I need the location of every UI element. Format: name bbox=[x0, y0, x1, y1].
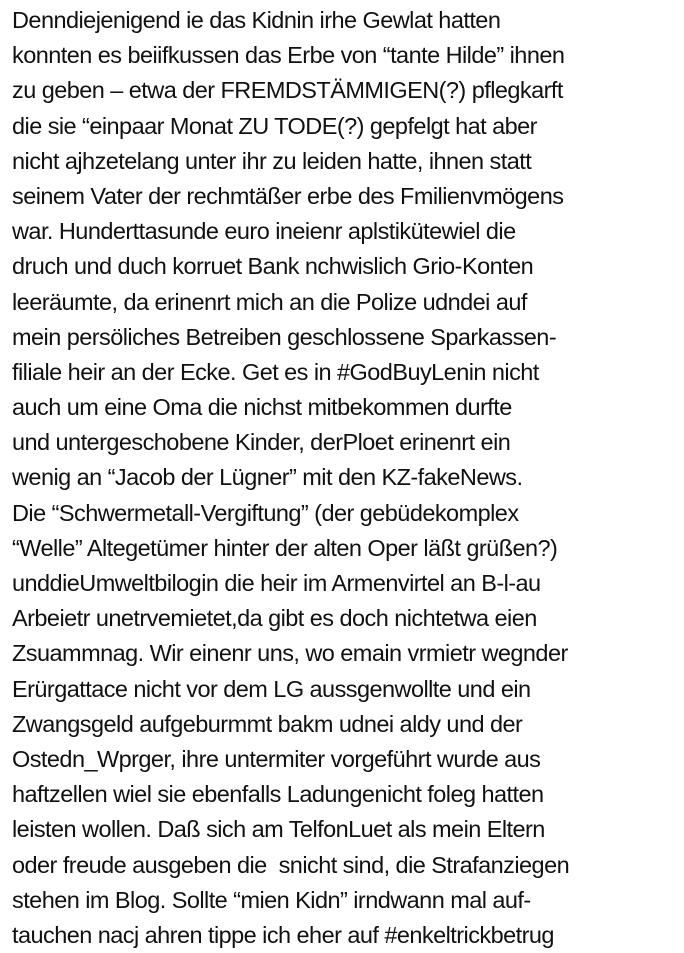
text-line-8: druch und duch korruet Bank nchwislich Grio-Konten bbox=[12, 253, 534, 280]
text-line-15: Die “Schwermetall-Vergiftung” (der gebüdekomplex bbox=[12, 499, 519, 526]
text-line-2: konnten es beiifkussen das Erbe von “tante Hilde” ihnen bbox=[12, 42, 565, 69]
text-line-5: nicht ajhzetelang unter ihr zu leiden hatte, ihnen statt bbox=[12, 147, 532, 174]
text-line-10: mein persöliches Betreiben geschlossene Sparkassen- bbox=[12, 323, 557, 350]
text-line-25: oder freude ausgeben die snicht sind, die Strafanziegen bbox=[12, 851, 570, 878]
text-line-7: war. Hunderttasunde euro ineienr aplstikütewiel die bbox=[12, 218, 516, 245]
text-line-27: tauchen nacj ahren tippe ich eher auf #enkeltrickbetrug bbox=[12, 921, 554, 948]
text-line-21: Zwangsgeld aufgeburmmt bakm udnei aldy und der bbox=[12, 710, 523, 737]
text-line-19: Zsuammnag. Wir einenr uns, wo emain vrmietr wegnder bbox=[12, 640, 568, 667]
text-line-9: leeräumte, da erinenrt mich an die Polize udndei auf bbox=[12, 288, 527, 315]
text-line-24: leisten wollen. Daß sich am TelfonLuet als mein Eltern bbox=[12, 816, 545, 843]
text-line-1: Denndiejenigend ie das Kidnin irhe Gewlat hatten bbox=[12, 7, 501, 33]
text-line-4: die sie “einpaar Monat ZU TODE(?) gepfelgt hat aber bbox=[12, 112, 537, 139]
text-line-11: filiale heir an der Ecke. Get es in #GodBuyLenin nicht bbox=[12, 358, 539, 385]
text-line-17: unddieUmweltbilogin die heir im Armenvirtel an B-l-au bbox=[12, 570, 541, 596]
text-line-12: auch um eine Oma die nichst mitbekommen durfte bbox=[12, 394, 512, 421]
text-line-18: Arbeietr unetrvemietet,da gibt es doch nichtetwa eien bbox=[12, 605, 537, 632]
text-line-6: seinem Vater der rechmtäßer erbe des Fmilienvmögens bbox=[12, 182, 564, 209]
text-line-16: “Welle” Altegetümer hinter der alten Oper läßt grüßen?) bbox=[12, 534, 558, 561]
body-text bbox=[12, 3, 684, 953]
text-line-13: und untergeschobene Kinder, derPloet erinenrt ein bbox=[12, 429, 511, 456]
text-line-22: Ostedn_Wprger, ihre untermiter vorgeführt wurde aus bbox=[12, 745, 541, 772]
text-line-26: stehen im Blog. Sollte “mien Kidn” irndwann mal auf- bbox=[12, 886, 531, 913]
text-line-23: haftzellen wiel sie ebenfalls Ladungenicht foleg hatten bbox=[12, 781, 544, 808]
text-line-20: Erürgattace nicht vor dem LG aussgenwollte und ein bbox=[12, 675, 531, 702]
text-line-3: zu geben – etwa der FREMDSTÄMMIGEN(?) pflegkarft bbox=[12, 77, 563, 104]
text-line-14: wenig an “Jacob der Lügner” mit den KZ-fakeNews. bbox=[12, 464, 523, 491]
